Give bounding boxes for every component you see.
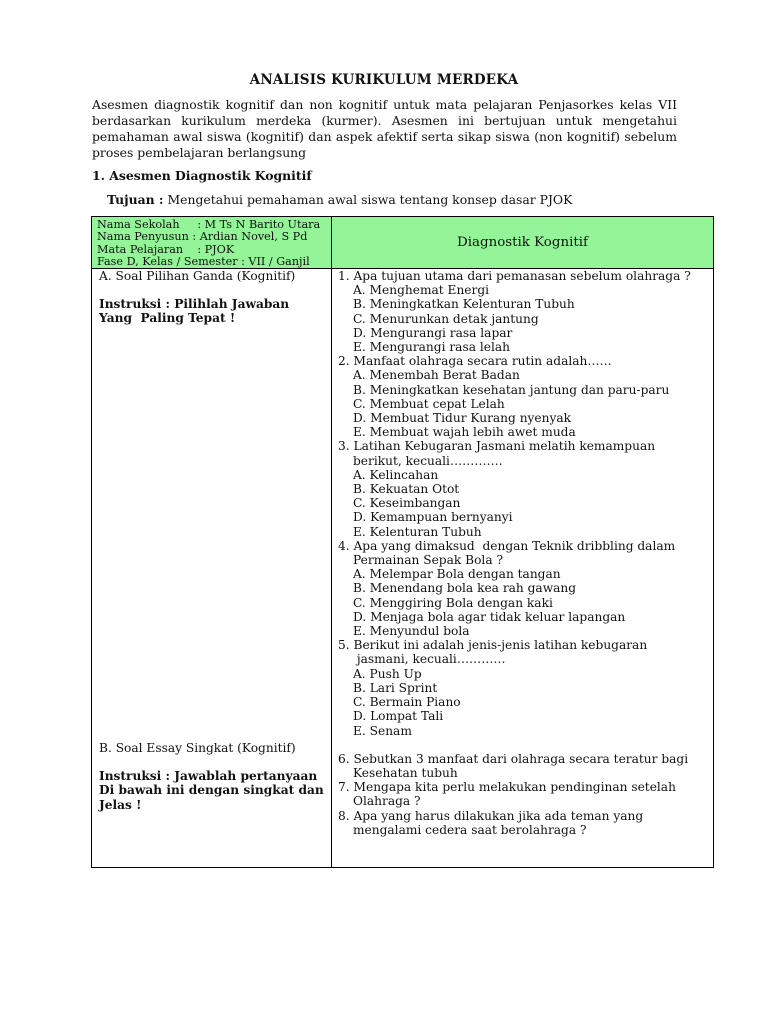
section-b-instruction-cont: Di bawah ini dengan singkat dan bbox=[99, 783, 324, 798]
option: E. Menyundul bola bbox=[353, 624, 470, 639]
section-b-instruction-end: Jelas ! bbox=[99, 797, 142, 812]
question-2: 2. Manfaat olahraga secara rutin adalah…… bbox=[338, 354, 612, 369]
page-title: ANALISIS KURIKULUM MERDEKA bbox=[249, 72, 519, 88]
header-title: Diagnostik Kognitif bbox=[457, 235, 588, 250]
option: E. Kelenturan Tubuh bbox=[353, 524, 482, 539]
section-a-label: A. Soal Pilihan Ganda (Kognitif) bbox=[99, 269, 296, 283]
question-5: 5. Berikut ini adalah jenis-jenis latihan kebugaran bbox=[338, 638, 648, 653]
option: A. Push Up bbox=[353, 666, 422, 681]
intro-paragraph bbox=[92, 97, 677, 161]
section-a-instruction: Instruksi : Pilihlah Jawaban bbox=[99, 297, 290, 312]
option: D. Kemampuan bernyanyi bbox=[353, 510, 513, 525]
question-1: 1. Apa tujuan utama dari pemanasan sebelum olahraga ? bbox=[338, 269, 691, 283]
question-8: 8. Apa yang harus dilakukan jika ada teman yang bbox=[338, 808, 644, 823]
option: A. Menembah Berat Badan bbox=[353, 368, 520, 383]
option: D. Menjaga bola agar tidak keluar lapangan bbox=[353, 609, 626, 624]
question-7: 7. Mengapa kita perlu melakukan pendinginan setelah bbox=[338, 780, 676, 795]
section-b-instruction: Instruksi : Jawablah pertanyaan bbox=[99, 769, 318, 784]
intro-line: Asesmen diagnostik kognitif dan non kognitif untuk mata pelajaran Penjasorkes kelas VII bbox=[92, 97, 677, 112]
option: D. Membuat Tidur Kurang nyenyak bbox=[353, 411, 572, 426]
question-7-cont: Olahraga ? bbox=[353, 794, 421, 809]
option: D. Lompat Tali bbox=[353, 709, 444, 724]
section-number: 1 bbox=[92, 168, 101, 183]
intro-line: berdasarkan kurikulum merdeka (kurmer). Asesmen ini bertujuan untuk mengetahui bbox=[92, 113, 677, 128]
option: B. Menendang bola kea rah gawang bbox=[353, 581, 577, 596]
option: E. Mengurangi rasa lelah bbox=[353, 340, 510, 355]
meta-school: Nama Sekolah : M Ts N Barito Utara bbox=[97, 218, 321, 231]
meta-phase: Fase D, Kelas / Semester : VII / Ganjil bbox=[97, 255, 310, 269]
intro-line: sebelum proses pembelajaran berlangsung bbox=[92, 129, 677, 160]
question-4-cont: Permainan Sepak Bola ? bbox=[353, 553, 504, 568]
meta-subject: Mata Pelajaran : PJOK bbox=[97, 242, 235, 256]
question-3: 3. Latihan Kebugaran Jasmani melatih kemampuan bbox=[338, 439, 656, 454]
option: B. Kekuatan Otot bbox=[353, 482, 460, 497]
left-cell-b bbox=[99, 741, 327, 812]
header-row bbox=[92, 217, 713, 269]
section-title: Asesmen Diagnostik Kognitif bbox=[109, 168, 312, 183]
option: A. Melempar Bola dengan tangan bbox=[353, 567, 561, 582]
option: B. Meningkatkan kesehatan jantung dan paru-paru bbox=[353, 382, 670, 397]
option: C. Bermain Piano bbox=[353, 695, 461, 710]
section-a-instruction-cont: Yang Paling Tepat ! bbox=[99, 311, 236, 326]
option: A. Menghemat Energi bbox=[353, 283, 490, 298]
meta-cell bbox=[97, 219, 320, 269]
section-heading: 1. Asesmen Diagnostik Kognitif bbox=[92, 168, 312, 183]
diagnostic-table bbox=[91, 216, 714, 868]
option: A. Kelincahan bbox=[353, 467, 439, 482]
option: D. Mengurangi rasa lapar bbox=[353, 325, 513, 340]
option: C. Membuat cepat Lelah bbox=[353, 396, 505, 411]
meta-author: Nama Penyusun : Ardian Novel, S Pd bbox=[97, 230, 308, 244]
objective-text: Mengetahui pemahaman awal siswa tentang konsep dasar PJOK bbox=[167, 192, 573, 207]
objective-label: Tujuan : bbox=[107, 192, 164, 207]
right-cell bbox=[338, 269, 710, 837]
objective bbox=[107, 192, 572, 207]
question-5-cont: jasmani, kecuali………… bbox=[353, 652, 506, 667]
option: E. Senam bbox=[353, 723, 412, 738]
column-divider bbox=[331, 217, 332, 867]
question-6: 6. Sebutkan 3 manfaat dari olahraga secara teratur bagi bbox=[338, 751, 689, 766]
intro-line: pemahaman awal siswa (kognitif) dan aspek afektif serta sikap siswa (non kognitif) bbox=[92, 129, 620, 144]
question-4: 4. Apa yang dimaksud dengan Teknik dribbling dalam bbox=[338, 538, 676, 553]
question-6-cont: Kesehatan tubuh bbox=[353, 765, 458, 780]
option: C. Keseimbangan bbox=[353, 496, 461, 511]
section-b-label: B. Soal Essay Singkat (Kognitif) bbox=[99, 741, 296, 755]
option: E. Membuat wajah lebih awet muda bbox=[353, 425, 576, 440]
option: B. Meningkatkan Kelenturan Tubuh bbox=[353, 297, 575, 312]
question-8-cont: mengalami cedera saat berolahraga ? bbox=[353, 822, 587, 837]
option: B. Lari Sprint bbox=[353, 680, 438, 695]
question-3-cont: berikut, kecuali…………. bbox=[353, 453, 503, 468]
left-cell-a bbox=[99, 269, 325, 326]
option: C. Menggiring Bola dengan kaki bbox=[353, 595, 553, 610]
option: C. Menurunkan detak jantung bbox=[353, 311, 539, 326]
